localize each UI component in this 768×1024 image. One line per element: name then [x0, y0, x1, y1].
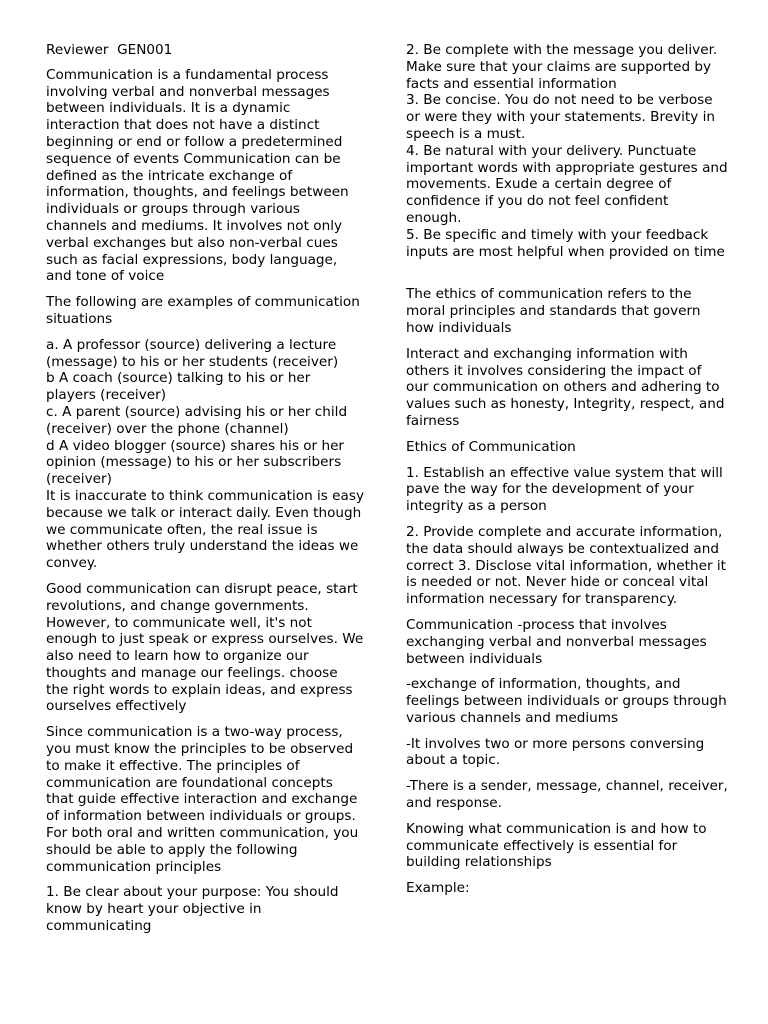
- paragraph-exchange-information: -exchange of information, thoughts, and feelings between individuals or groups through various channels and mediums: [406, 676, 727, 726]
- heading-ethics-of-communication: Ethics of Communication: [406, 438, 576, 455]
- paragraph-good-communication: Good communication can disrupt peace, start revolutions, and change governments. However, to communicate well, it's not enough to just speak or express ourselves. We also need to learn how to organize our thoughts and manage our feelings. choose the right words to explain ideas, and express ourselves effectively: [46, 580, 364, 715]
- paragraph-examples-intro: The following are examples of communication situations: [46, 294, 360, 327]
- paragraph-communication-definition: Communication is a fundamental process involving verbal and nonverbal messages between individuals. It is a dynamic interaction that does not have a distinct beginning or end or follow a predetermined sequence of events Communication can be defined as the intricate exchange of information, thoughts, and feelings between individuals or groups through various channels and mediums. It involves not only verbal exchanges but also non-verbal cues such as facial expressions, body language, and tone of voice: [46, 66, 349, 285]
- paragraph-ethics-interaction: Interact and exchanging information with others it involves considering the impact of our communication on others and adhering to values such as honesty, Integrity, respect, and fairness: [406, 345, 725, 429]
- paragraph-ethics-1: 1. Establish an effective value system that will pave the way for the development of your integrity as a person: [406, 464, 723, 515]
- document-title: Reviewer GEN001: [46, 42, 173, 58]
- right-column: [406, 42, 728, 897]
- left-column: [46, 42, 364, 935]
- paragraph-sender-message: -There is a sender, message, channel, receiver, and response.: [406, 778, 728, 812]
- paragraph-example-label: Example:: [406, 880, 470, 897]
- paragraph-ethics-definition: The ethics of communication refers to the moral principles and standards that govern how individuals: [406, 286, 701, 336]
- paragraph-ethics-2-3: 2. Provide complete and accurate information, the data should always be contextualized and correct 3. Disclose vital information, whether it is needed or not. Never hide or conceal vital information necessary for transparency.: [406, 523, 726, 608]
- paragraph-communication-process: Communication -process that involves exchanging verbal and nonverbal messages between individuals: [406, 616, 707, 667]
- paragraph-principles-2-5: 2. Be complete with the message you deliver. Make sure that your claims are supported by facts and essential information 3. Be concise. You do not need to be verbose or were they with your statements. Brevity in speech is a must. 4. Be natural with your delivery. Punctuate important words with appropriate gestures and movements. Exude a certain degree of confidence if you do not feel confident enough. 5. Be specific and timely with your feedback inputs are most helpful when provided on time: [406, 42, 728, 260]
- paragraph-knowing-communication: Knowing what communication is and how to communicate effectively is essential for building relationships: [406, 820, 707, 871]
- paragraph-examples-list: a. A professor (source) delivering a lecture (message) to his or her students (receiver) b A coach (source) talking to his or her players (receiver) c. A parent (source) advising his or her child (receiver) over the phone (channel) d A video blogger (source) shares his or her opinion (message) to his or her subscribers (receiver) It is inaccurate to think communication is easy because we talk or interact daily. Even though we communicate often, the real issue is whether others truly understand the ideas we convey.: [46, 336, 365, 572]
- paragraph-two-persons: -It involves two or more persons conversing about a topic.: [406, 735, 705, 769]
- paragraph-principles-intro: Since communication is a two-way process, you must know the principles to be observed to make it effective. The principles of communication are foundational concepts that guide effective interaction and exchange of information between individuals or groups. For both oral and written communication, you should be able to apply the following communication principles: [46, 724, 359, 875]
- paragraph-principle-1: 1. Be clear about your purpose: You should know by heart your objective in communicating: [46, 884, 339, 935]
